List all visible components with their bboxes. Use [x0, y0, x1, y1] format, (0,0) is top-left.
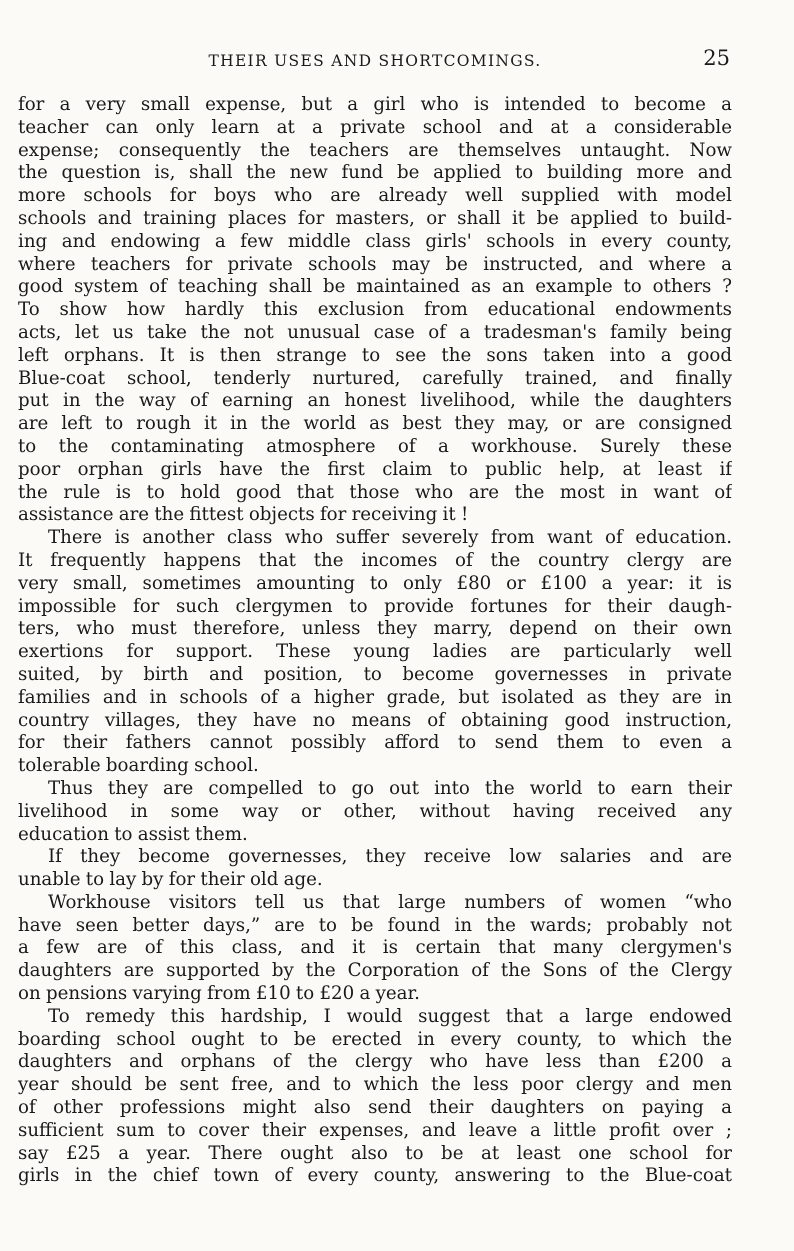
- text-line: put in the way of earning an honest livelihood, while the daughters: [18, 390, 732, 412]
- text-line: are left to rough it in the world as best they may, or are consigned: [18, 413, 732, 435]
- text-line: say £25 a year. There ought also to be at least one school for: [18, 1142, 732, 1164]
- text-line: of other professions might also send their daughters on paying a: [18, 1097, 732, 1119]
- text-line: where teachers for private schools may be instructed, and where a: [18, 253, 732, 275]
- running-title: THEIR USES AND SHORTCOMINGS.: [208, 52, 542, 70]
- text-line: for their fathers cannot possibly afford to send them to even a: [18, 732, 732, 754]
- text-line: good system of teaching shall be maintained as an example to others ?: [18, 276, 732, 298]
- text-line: on pensions varying from £10 to £20 a year.: [18, 983, 420, 1005]
- text-line: If they become governesses, they receive low salaries and are: [48, 846, 732, 868]
- text-line: unable to lay by for their old age.: [18, 869, 323, 891]
- text-line: teacher can only learn at a private school and at a considerable: [18, 116, 732, 138]
- text-line: tolerable boarding school.: [18, 755, 259, 777]
- text-line: country villages, they have no means of obtaining good instruction,: [18, 709, 732, 731]
- text-line: livelihood in some way or other, without having received any: [18, 800, 732, 822]
- text-line: It frequently happens that the incomes of the country clergy are: [18, 549, 732, 571]
- text-line: impossible for such clergymen to provide fortunes for their daugh-: [18, 595, 732, 617]
- text-line: poor orphan girls have the first claim to public help, at least if: [18, 458, 732, 480]
- text-line: acts, let us take the not unusual case of a tradesman's family being: [18, 321, 732, 343]
- text-line: daughters and orphans of the clergy who have less than £200 a: [18, 1051, 732, 1073]
- text-line: schools and training places for masters, or shall it be applied to build-: [18, 207, 732, 229]
- text-line: more schools for boys who are already well supplied with model: [18, 185, 732, 207]
- text-line: To remedy this hardship, I would suggest that a large endowed: [48, 1005, 732, 1027]
- text-line: for a very small expense, but a girl who is intended to become a: [18, 94, 732, 115]
- text-line: daughters are supported by the Corporation of the Sons of the Clergy: [18, 960, 732, 982]
- text-line: the rule is to hold good that those who are the most in want of: [18, 481, 732, 503]
- text-line: have seen better days,” are to be found in the wards; probably not: [18, 914, 732, 936]
- text-line: education to assist them.: [18, 823, 248, 845]
- text-line: a few are of this class, and it is certain that many clergymen's: [18, 937, 732, 959]
- text-line: year should be sent free, and to which the less poor clergy and men: [18, 1074, 732, 1096]
- book-page: [18, 42, 732, 1187]
- text-line: families and in schools of a higher grade, but isolated as they are in: [18, 686, 732, 708]
- text-line: Blue-coat school, tenderly nurtured, carefully trained, and finally: [18, 367, 732, 389]
- text-line: expense; consequently the teachers are themselves untaught. Now: [18, 139, 732, 161]
- text-line: To show how hardly this exclusion from educational endowments: [18, 299, 732, 321]
- text-line: girls in the chief town of every county, answering to the Blue-coat: [18, 1165, 732, 1187]
- text-line: to the contaminating atmosphere of a workhouse. Surely these: [18, 435, 732, 457]
- text-line: left orphans. It is then strange to see the sons taken into a good: [18, 344, 732, 366]
- page-number: 25: [703, 46, 730, 70]
- text-line: ing and endowing a few middle class girls' schools in every county,: [18, 230, 732, 252]
- text-line: sufficient sum to cover their expenses, and leave a little profit over ;: [18, 1119, 732, 1141]
- text-line: boarding school ought to be erected in every county, to which the: [18, 1028, 732, 1050]
- text-line: assistance are the fittest objects for receiving it !: [18, 504, 469, 526]
- text-line: ters, who must therefore, unless they marry, depend on their own: [18, 618, 732, 640]
- text-line: suited, by birth and position, to become governesses in private: [18, 663, 732, 685]
- text-line: Workhouse visitors tell us that large numbers of women “who: [48, 891, 732, 913]
- text-line: exertions for support. These young ladies are particularly well: [18, 641, 732, 663]
- text-line: the question is, shall the new fund be applied to building more and: [18, 162, 732, 184]
- body-text: [18, 94, 732, 1188]
- text-line: very small, sometimes amounting to only £80 or £100 a year: it is: [18, 572, 732, 594]
- text-line: There is another class who suffer severely from want of education.: [48, 527, 732, 549]
- text-line: Thus they are compelled to go out into the world to earn their: [48, 777, 732, 799]
- page-header: [18, 42, 732, 82]
